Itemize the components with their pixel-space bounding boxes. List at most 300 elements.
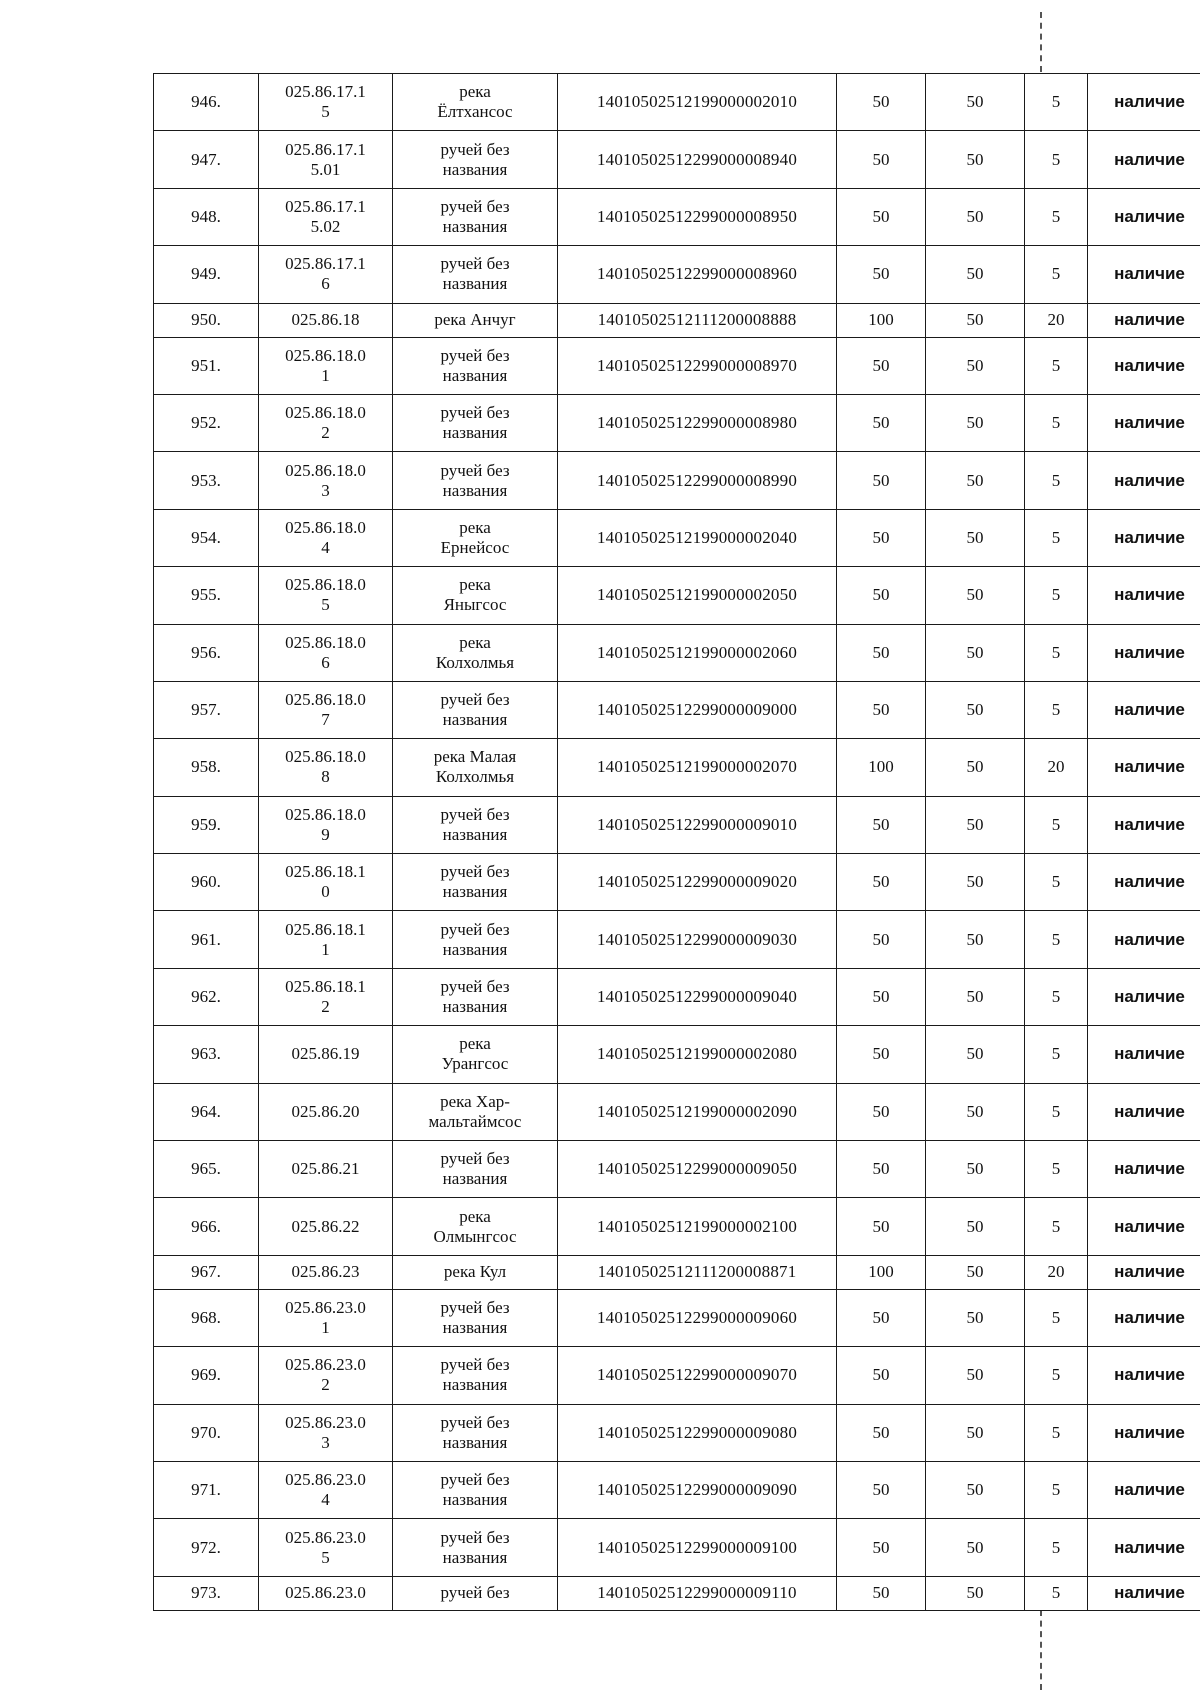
water-body-name-cell-line: мальтаймсос [428,1111,522,1131]
table-row [154,567,1200,624]
water-body-name-cell [393,1461,558,1518]
object-code-cell [259,188,393,245]
table-row [154,1404,1200,1461]
water-body-name-cell [393,1347,558,1404]
object-code-cell-line: 4 [321,537,330,557]
row-number-cell: 947. [154,131,259,188]
water-body-name-cell [393,1198,558,1255]
table-row [154,74,1200,131]
status-cell: наличие [1088,681,1200,738]
object-code-cell-line: 8 [321,767,330,787]
zone-width-1-cell: 50 [837,1404,926,1461]
object-code-cell-line: 2 [321,423,330,443]
registry-id-cell: 14010502512299000008990 [558,452,837,509]
water-body-name-cell [393,854,558,911]
water-body-name-cell-line: Колхолмья [435,652,515,672]
table-row [154,854,1200,911]
water-body-name-cell-line: Олмынгсос [433,1226,517,1246]
registry-id-cell: 14010502512199000002070 [558,739,837,796]
zone-width-1-cell: 50 [837,337,926,394]
registry-id-cell: 14010502512199000002100 [558,1198,837,1255]
object-code-cell [259,394,393,451]
status-cell: наличие [1088,567,1200,624]
status-cell: наличие [1088,854,1200,911]
zone-width-3-cell: 5 [1025,1141,1088,1198]
object-code-cell-line: 025.86.18 [291,310,360,330]
table-row [154,1141,1200,1198]
zone-width-2-cell: 50 [926,337,1025,394]
object-code-cell-line: 025.86.18.0 [285,345,366,365]
water-body-name-cell-line: названия [442,997,508,1017]
water-body-name-cell-line: река Кул [443,1262,507,1282]
object-code-cell-line: 5 [321,102,330,122]
water-body-name-cell [393,1289,558,1346]
zone-width-2-cell: 50 [926,131,1025,188]
zone-width-1-cell: 50 [837,624,926,681]
water-body-name-cell-line: ручей без [440,690,510,710]
status-cell: наличие [1088,796,1200,853]
table-row [154,246,1200,303]
table-row [154,624,1200,681]
water-body-name-cell-line: ручей без [440,1527,510,1547]
table-row [154,1289,1200,1346]
object-code-cell [259,452,393,509]
object-code-cell [259,1519,393,1576]
fold-mark-bottom [1040,1610,1042,1690]
zone-width-3-cell: 5 [1025,854,1088,911]
object-code-cell-line: 025.86.23.0 [285,1412,366,1432]
object-code-cell [259,1198,393,1255]
object-code-cell-line: 2 [321,1375,330,1395]
object-code-cell-line: 025.86.23 [291,1262,360,1282]
table-row [154,968,1200,1025]
object-code-cell [259,337,393,394]
object-code-cell [259,509,393,566]
object-code-cell [259,681,393,738]
registry-id-cell: 14010502512199000002050 [558,567,837,624]
row-number-cell: 954. [154,509,259,566]
zone-width-3-cell: 5 [1025,567,1088,624]
water-body-name-cell [393,1576,558,1610]
water-body-name-cell-line: названия [442,1169,508,1189]
row-number-cell: 955. [154,567,259,624]
water-body-name-cell-line: названия [442,216,508,236]
zone-width-2-cell: 50 [926,624,1025,681]
zone-width-3-cell: 5 [1025,968,1088,1025]
water-body-name-cell-line: ручей без [440,254,510,274]
table-row [154,681,1200,738]
object-code-cell-line: 025.86.23.0 [285,1470,366,1490]
row-number-cell: 952. [154,394,259,451]
water-body-name-cell [393,1404,558,1461]
zone-width-2-cell: 50 [926,1198,1025,1255]
table-row [154,1461,1200,1518]
water-body-name-cell-line: названия [442,1490,508,1510]
status-cell: наличие [1088,1026,1200,1083]
zone-width-1-cell: 50 [837,1519,926,1576]
zone-width-2-cell: 50 [926,246,1025,303]
registry-id-cell: 14010502512199000002060 [558,624,837,681]
zone-width-1-cell: 50 [837,911,926,968]
object-code-cell-line: 025.86.20 [291,1101,360,1121]
registry-id-cell: 14010502512299000009000 [558,681,837,738]
row-number-cell: 960. [154,854,259,911]
object-code-cell-line: 4 [321,1490,330,1510]
water-body-name-cell [393,74,558,131]
registry-id-cell: 14010502512299000008940 [558,131,837,188]
object-code-cell-line: 025.86.17.1 [285,254,366,274]
registry-id-cell: 14010502512299000008980 [558,394,837,451]
status-cell: наличие [1088,131,1200,188]
water-body-name-cell-line: река Малая [433,747,517,767]
water-body-name-cell [393,1255,558,1289]
water-body-name-cell-line: река [459,82,491,102]
water-body-name-cell-line: ручей без [440,345,510,365]
water-body-name-cell-line: ручей без [440,862,510,882]
table-row [154,1576,1200,1610]
zone-width-1-cell: 50 [837,1347,926,1404]
zone-width-2-cell: 50 [926,394,1025,451]
water-body-name-cell-line: названия [442,274,508,294]
water-body-name-cell-line: ручей без [440,804,510,824]
zone-width-1-cell: 50 [837,567,926,624]
table-row [154,739,1200,796]
object-code-cell-line: 1 [321,939,330,959]
registry-id-cell: 14010502512111200008888 [558,303,837,337]
zone-width-1-cell: 50 [837,188,926,245]
zone-width-3-cell: 5 [1025,394,1088,451]
zone-width-1-cell: 50 [837,1289,926,1346]
zone-width-1-cell: 100 [837,739,926,796]
water-body-name-cell-line: названия [442,1375,508,1395]
object-code-cell-line: 6 [321,274,330,294]
water-body-name-cell-line: названия [442,365,508,385]
row-number-cell: 956. [154,624,259,681]
object-code-cell-line: 025.86.23.0 [285,1355,366,1375]
water-body-name-cell-line: названия [442,1547,508,1567]
object-code-cell-line: 1 [321,365,330,385]
water-body-name-cell-line: ручей без [440,1149,510,1169]
status-cell: наличие [1088,911,1200,968]
water-body-name-cell-line: ручей без [440,1470,510,1490]
row-number-cell: 949. [154,246,259,303]
zone-width-2-cell: 50 [926,452,1025,509]
water-body-name-cell-line: ручей без [440,1355,510,1375]
row-number-cell: 970. [154,1404,259,1461]
object-code-cell [259,1083,393,1140]
zone-width-1-cell: 50 [837,681,926,738]
row-number-cell: 959. [154,796,259,853]
row-number-cell: 973. [154,1576,259,1610]
object-code-cell [259,968,393,1025]
object-code-cell-line: 025.86.17.1 [285,82,366,102]
object-code-cell-line: 025.86.23.0 [285,1583,366,1603]
zone-width-3-cell: 20 [1025,739,1088,796]
table-row [154,394,1200,451]
water-body-name-cell-line: ручей без [440,196,510,216]
table-row [154,1198,1200,1255]
zone-width-3-cell: 5 [1025,246,1088,303]
zone-width-2-cell: 50 [926,1347,1025,1404]
object-code-cell [259,1347,393,1404]
zone-width-2-cell: 50 [926,681,1025,738]
object-code-cell-line: 5 [321,595,330,615]
status-cell: наличие [1088,1141,1200,1198]
object-code-cell-line: 025.86.18.0 [285,804,366,824]
zone-width-3-cell: 5 [1025,452,1088,509]
object-code-cell-line: 3 [321,1432,330,1452]
water-body-name-cell [393,394,558,451]
row-number-cell: 962. [154,968,259,1025]
registry-id-cell: 14010502512299000009050 [558,1141,837,1198]
status-cell: наличие [1088,246,1200,303]
zone-width-2-cell: 50 [926,1255,1025,1289]
object-code-cell-line: 025.86.23.0 [285,1298,366,1317]
water-body-name-cell [393,1519,558,1576]
object-code-cell [259,1026,393,1083]
water-body-name-cell-line: река [459,517,491,537]
registry-id-cell: 14010502512299000009030 [558,911,837,968]
zone-width-3-cell: 5 [1025,1461,1088,1518]
table-row [154,337,1200,394]
row-number-cell: 948. [154,188,259,245]
zone-width-2-cell: 50 [926,796,1025,853]
status-cell: наличие [1088,624,1200,681]
zone-width-2-cell: 50 [926,188,1025,245]
object-code-cell [259,567,393,624]
water-body-name-cell [393,131,558,188]
registry-id-cell: 14010502512299000008950 [558,188,837,245]
table-row [154,1026,1200,1083]
row-number-cell: 971. [154,1461,259,1518]
zone-width-3-cell: 5 [1025,1026,1088,1083]
zone-width-2-cell: 50 [926,911,1025,968]
registry-id-cell: 14010502512299000008960 [558,246,837,303]
registry-id-cell: 14010502512299000009010 [558,796,837,853]
row-number-cell: 967. [154,1255,259,1289]
zone-width-2-cell: 50 [926,1083,1025,1140]
status-cell: наличие [1088,509,1200,566]
water-body-name-cell-line: названия [442,423,508,443]
zone-width-3-cell: 5 [1025,796,1088,853]
table-row [154,131,1200,188]
object-code-cell [259,796,393,853]
object-code-cell [259,739,393,796]
zone-width-1-cell: 50 [837,1461,926,1518]
water-body-name-cell [393,1141,558,1198]
zone-width-2-cell: 50 [926,509,1025,566]
water-body-name-cell-line: ручей без [440,1298,510,1317]
zone-width-1-cell: 50 [837,509,926,566]
object-code-cell-line: 5 [321,1547,330,1567]
status-cell: наличие [1088,452,1200,509]
table-row [154,452,1200,509]
registry-id-cell: 14010502512299000008970 [558,337,837,394]
water-body-name-cell-line: ручей без [440,403,510,423]
water-body-name-cell-line: Яныгсос [443,595,507,615]
zone-width-2-cell: 50 [926,854,1025,911]
fold-mark-top [1040,12,1042,72]
zone-width-3-cell: 5 [1025,1198,1088,1255]
zone-width-3-cell: 20 [1025,303,1088,337]
water-body-name-cell [393,739,558,796]
water-body-name-cell [393,246,558,303]
zone-width-2-cell: 50 [926,1404,1025,1461]
water-body-name-cell-line: названия [442,824,508,844]
zone-width-3-cell: 5 [1025,624,1088,681]
zone-width-1-cell: 50 [837,452,926,509]
zone-width-2-cell: 50 [926,303,1025,337]
registry-id-cell: 14010502512299000009090 [558,1461,837,1518]
registry-table-body [154,74,1200,1611]
row-number-cell: 946. [154,74,259,131]
water-body-name-cell-line: названия [442,882,508,902]
object-code-cell-line: 025.86.18.0 [285,460,366,480]
zone-width-3-cell: 5 [1025,911,1088,968]
zone-width-1-cell: 50 [837,854,926,911]
object-code-cell-line: 025.86.23.0 [285,1527,366,1547]
zone-width-1-cell: 50 [837,394,926,451]
object-code-cell-line: 5.01 [310,159,341,179]
status-cell: наличие [1088,1404,1200,1461]
zone-width-2-cell: 50 [926,1576,1025,1610]
water-body-name-cell-line: названия [442,710,508,730]
zone-width-1-cell: 100 [837,1255,926,1289]
registry-id-cell: 14010502512199000002090 [558,1083,837,1140]
water-body-name-cell-line: река Анчуг [434,310,516,330]
object-code-cell-line: 025.86.22 [291,1216,360,1236]
object-code-cell [259,1461,393,1518]
object-code-cell-line: 9 [321,824,330,844]
water-body-name-cell-line: ручей без [440,1583,510,1603]
water-body-name-cell [393,452,558,509]
row-number-cell: 964. [154,1083,259,1140]
table-row [154,1519,1200,1576]
status-cell: наличие [1088,1461,1200,1518]
zone-width-2-cell: 50 [926,1461,1025,1518]
object-code-cell [259,1404,393,1461]
water-body-name-cell [393,1083,558,1140]
zone-width-2-cell: 50 [926,1289,1025,1346]
registry-id-cell: 14010502512299000009070 [558,1347,837,1404]
zone-width-1-cell: 50 [837,1141,926,1198]
water-body-name-cell [393,681,558,738]
water-body-name-cell [393,509,558,566]
zone-width-2-cell: 50 [926,968,1025,1025]
object-code-cell-line: 025.86.18.0 [285,632,366,652]
zone-width-1-cell: 50 [837,796,926,853]
status-cell: наличие [1088,1198,1200,1255]
object-code-cell [259,1255,393,1289]
water-body-name-cell-line: ручей без [440,460,510,480]
zone-width-2-cell: 50 [926,567,1025,624]
water-body-name-cell-line: ручей без [440,139,510,159]
row-number-cell: 961. [154,911,259,968]
object-code-cell [259,131,393,188]
table-row [154,1347,1200,1404]
object-code-cell-line: 025.86.19 [291,1044,360,1064]
registry-id-cell: 14010502512199000002080 [558,1026,837,1083]
object-code-cell [259,854,393,911]
object-code-cell-line: 025.86.17.1 [285,139,366,159]
table-row [154,796,1200,853]
water-body-name-cell [393,303,558,337]
status-cell: наличие [1088,1255,1200,1289]
zone-width-3-cell: 5 [1025,74,1088,131]
water-body-name-cell [393,968,558,1025]
row-number-cell: 968. [154,1289,259,1346]
object-code-cell-line: 6 [321,652,330,672]
registry-id-cell: 14010502512111200008871 [558,1255,837,1289]
water-body-name-cell [393,1026,558,1083]
status-cell: наличие [1088,968,1200,1025]
zone-width-2-cell: 50 [926,1519,1025,1576]
zone-width-3-cell: 5 [1025,1083,1088,1140]
object-code-cell [259,74,393,131]
status-cell: наличие [1088,739,1200,796]
zone-width-1-cell: 50 [837,1083,926,1140]
water-body-name-cell-line: названия [442,1432,508,1452]
status-cell: наличие [1088,1519,1200,1576]
row-number-cell: 972. [154,1519,259,1576]
status-cell: наличие [1088,303,1200,337]
water-body-name-cell-line: река Хар- [440,1091,510,1111]
object-code-cell-line: 025.86.21 [291,1159,360,1179]
row-number-cell: 951. [154,337,259,394]
zone-width-2-cell: 50 [926,1026,1025,1083]
status-cell: наличие [1088,1289,1200,1346]
water-body-name-cell-line: ручей без [440,919,510,939]
row-number-cell: 969. [154,1347,259,1404]
object-code-cell-line: 025.86.18.0 [285,575,366,595]
object-code-cell-line: 025.86.18.0 [285,747,366,767]
water-body-name-cell-line: названия [442,1318,508,1337]
row-number-cell: 965. [154,1141,259,1198]
registry-id-cell: 14010502512299000009100 [558,1519,837,1576]
status-cell: наличие [1088,1576,1200,1610]
water-body-name-cell [393,796,558,853]
zone-width-3-cell: 5 [1025,1576,1088,1610]
status-cell: наличие [1088,188,1200,245]
zone-width-1-cell: 50 [837,1026,926,1083]
table-row [154,303,1200,337]
water-body-name-cell-line: Ёлтхансос [437,102,513,122]
registry-id-cell: 14010502512299000009110 [558,1576,837,1610]
table-row [154,1083,1200,1140]
row-number-cell: 966. [154,1198,259,1255]
registry-id-cell: 14010502512299000009040 [558,968,837,1025]
zone-width-1-cell: 50 [837,74,926,131]
registry-id-cell: 14010502512199000002010 [558,74,837,131]
water-body-name-cell-line: названия [442,159,508,179]
table-row [154,1255,1200,1289]
object-code-cell-line: 2 [321,997,330,1017]
water-body-name-cell [393,188,558,245]
table-row [154,509,1200,566]
object-code-cell-line: 025.86.18.0 [285,403,366,423]
object-code-cell-line: 5.02 [310,216,341,236]
water-body-name-cell [393,337,558,394]
object-code-cell [259,1141,393,1198]
water-body-name-cell-line: ручей без [440,1412,510,1432]
object-code-cell [259,911,393,968]
zone-width-3-cell: 5 [1025,1347,1088,1404]
zone-width-2-cell: 50 [926,739,1025,796]
object-code-cell-line: 1 [321,1318,330,1337]
water-body-name-cell-line: река [459,1206,491,1226]
object-code-cell-line: 0 [321,882,330,902]
object-code-cell-line: 7 [321,710,330,730]
